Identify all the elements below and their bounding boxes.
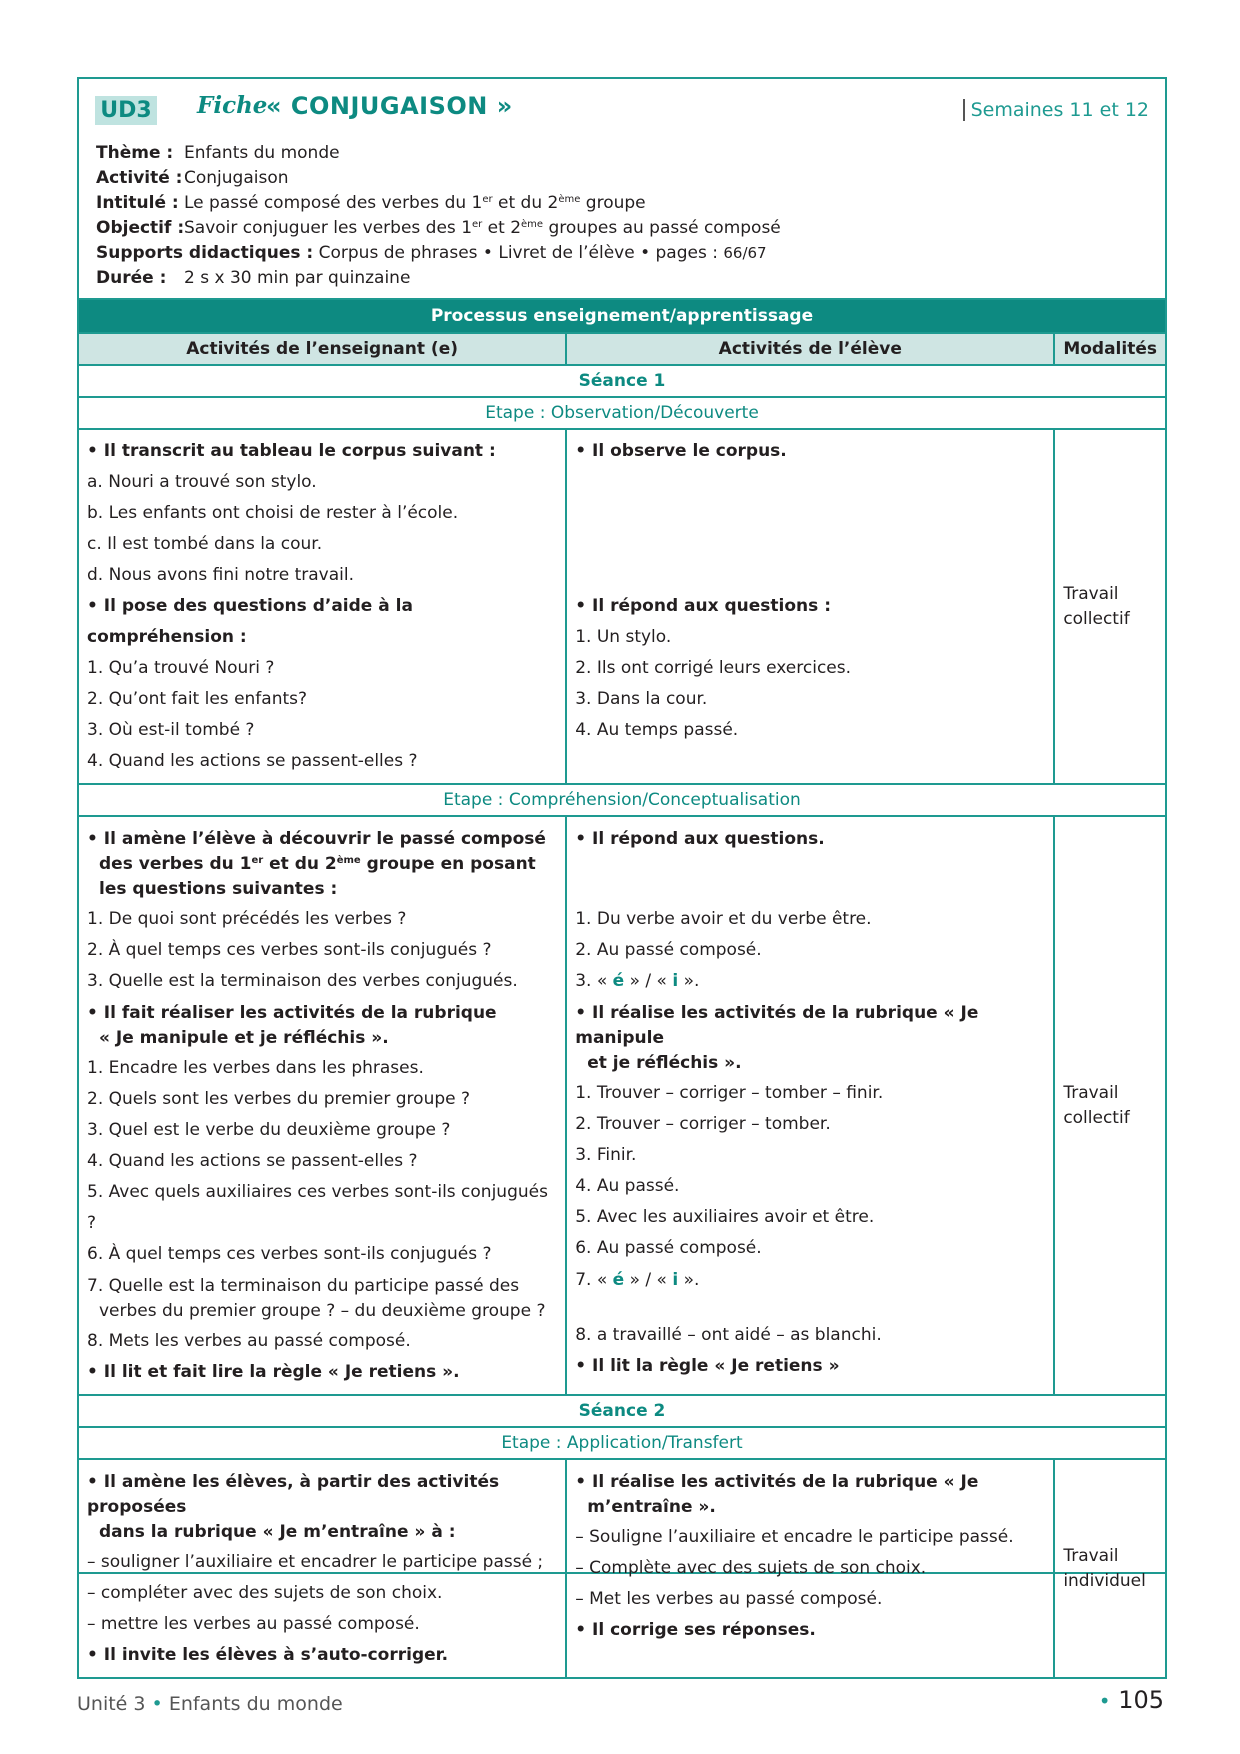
teacher-line: 8. Mets les verbes au passé composé. — [87, 1331, 411, 1351]
weeks-label: Semaines 11 et 12 — [963, 99, 1149, 121]
student-line: • Il corrige ses réponses. — [575, 1620, 816, 1640]
seance-1: Séance 1 — [78, 365, 1166, 397]
theme-value: Enfants du monde — [184, 143, 340, 163]
lesson-sheet — [77, 77, 1167, 1665]
teacher-line: 2. À quel temps ces verbes sont-ils conjugués ? — [87, 940, 492, 960]
sheet-title: « CONJUGAISON » — [266, 92, 513, 120]
teacher-line: • Il pose des questions d’aide à la compréhension : — [87, 596, 413, 647]
teacher-line: • Il amène les élèves, à partir des activités proposées dans la rubrique « Je m’entraîne » à : — [87, 1472, 500, 1542]
teacher-line: – souligner l’auxiliaire et encadrer le participe passé ; — [87, 1552, 544, 1572]
supports-label: Supports didactiques : — [96, 243, 314, 263]
teacher-line: a. Nouri a trouvé son stylo. — [87, 472, 317, 492]
supports-value: Corpus de phrases • Livret de l’élève • pages : — [318, 243, 718, 263]
teacher-line: – mettre les verbes au passé composé. — [87, 1614, 420, 1634]
etape-observation: Etape : Observation/Découverte — [78, 397, 1166, 429]
pages-value: 66/67 — [723, 244, 767, 262]
teacher-line: c. Il est tombé dans la cour. — [87, 534, 323, 554]
objectif-value: Savoir conjuguer les verbes des 1er et 2ème groupes au passé composé — [184, 218, 781, 238]
modalite-3 — [1054, 1459, 1166, 1678]
teacher-line: 6. À quel temps ces verbes sont-ils conjugués ? — [87, 1244, 492, 1264]
modalite-2 — [1054, 816, 1166, 1395]
student-line: • Il lit la règle « Je retiens » — [575, 1356, 840, 1376]
teacher-line: 5. Avec quels auxiliaires ces verbes sont-ils conjugués ? — [87, 1182, 548, 1233]
student-line: 3. Dans la cour. — [575, 689, 708, 709]
student-line: 3. « é » / « i ». — [575, 971, 700, 991]
modalite-line: Travail — [1063, 1082, 1119, 1103]
student-line: 8. a travaillé – ont aidé – as blanchi. — [575, 1325, 882, 1345]
teacher-line: 1. Qu’a trouvé Nouri ? — [87, 658, 275, 678]
teacher-line: • Il lit et fait lire la règle « Je retiens ». — [87, 1362, 460, 1382]
activite-label: Activité : — [96, 168, 183, 188]
teacher-cell-2 — [78, 816, 566, 1395]
student-line: • Il réalise les activités de la rubrique « Je manipule et je réfléchis ». — [575, 1003, 979, 1073]
student-line: • Il répond aux questions. — [575, 829, 825, 849]
modalite-1 — [1054, 429, 1166, 784]
page-number-value: 105 — [1118, 1686, 1164, 1714]
activite-value: Conjugaison — [184, 168, 289, 188]
teacher-line: d. Nous avons fini notre travail. — [87, 565, 354, 585]
teacher-line: 4. Quand les actions se passent-elles ? — [87, 751, 418, 771]
student-line: 1. Un stylo. — [575, 627, 672, 647]
teacher-line: – compléter avec des sujets de son choix. — [87, 1583, 443, 1603]
modalite-line: individuel — [1063, 1570, 1146, 1591]
teacher-line: 4. Quand les actions se passent-elles ? — [87, 1151, 418, 1171]
student-line: 2. Au passé composé. — [575, 940, 762, 960]
etape-application: Etape : Application/Transfert — [78, 1427, 1166, 1459]
student-line: 5. Avec les auxiliaires avoir et être. — [575, 1207, 875, 1227]
student-line: 4. Au temps passé. — [575, 720, 739, 740]
teacher-line: 2. Quels sont les verbes du premier groupe ? — [87, 1089, 471, 1109]
teacher-cell-3 — [78, 1459, 566, 1678]
student-line: • Il répond aux questions : — [575, 596, 831, 616]
student-line: • Il observe le corpus. — [575, 441, 787, 461]
teacher-cell-1 — [78, 429, 566, 784]
student-cell-3 — [566, 1459, 1054, 1678]
student-line: – Complète avec des sujets de son choix. — [575, 1558, 927, 1578]
modalite-line: collectif — [1063, 608, 1130, 629]
lesson-meta — [96, 141, 781, 291]
page-number — [1099, 1686, 1164, 1714]
modalite-line: Travail — [1063, 583, 1119, 604]
student-cell-2 — [566, 816, 1054, 1395]
teacher-line: b. Les enfants ont choisi de rester à l’école. — [87, 503, 459, 523]
footer-unit-label: Unité 3 — [77, 1693, 146, 1715]
teacher-line: • Il transcrit au tableau le corpus suivant : — [87, 441, 496, 461]
student-line: – Souligne l’auxiliaire et encadre le participe passé. — [575, 1527, 1014, 1547]
student-line: – Met les verbes au passé composé. — [575, 1589, 883, 1609]
modalite-line: collectif — [1063, 1107, 1130, 1128]
teacher-line: 1. Encadre les verbes dans les phrases. — [87, 1058, 424, 1078]
teacher-line: • Il fait réaliser les activités de la rubrique « Je manipule et je réfléchis ». — [87, 1003, 497, 1048]
student-line: 1. Trouver – corriger – tomber – finir. — [575, 1083, 884, 1103]
col-modalites: Modalités — [1054, 333, 1166, 365]
seance-2: Séance 2 — [78, 1395, 1166, 1427]
theme-label: Thème : — [96, 143, 174, 163]
objectif-label: Objectif : — [96, 218, 185, 238]
teacher-line: 3. Quelle est la terminaison des verbes conjugués. — [87, 971, 518, 991]
student-line: 6. Au passé composé. — [575, 1238, 762, 1258]
process-header: Processus enseignement/apprentissage — [78, 299, 1166, 333]
etape-comprehension: Etape : Compréhension/Conceptualisation — [78, 784, 1166, 816]
teacher-line: • Il invite les élèves à s’auto-corriger. — [87, 1645, 449, 1665]
duree-label: Durée : — [96, 268, 167, 288]
student-line: 3. Finir. — [575, 1145, 637, 1165]
teacher-line: • Il amène l’élève à découvrir le passé composé des verbes du 1er et du 2ème groupe en posant les questions suivantes : — [87, 829, 546, 899]
fiche-label: Fiche — [197, 92, 268, 119]
intitule-value: Le passé composé des verbes du 1er et du 2ème groupe — [184, 193, 646, 213]
modalite-line: Travail — [1063, 1545, 1119, 1566]
student-cell-1 — [566, 429, 1054, 784]
footer-bullet: • — [151, 1693, 163, 1715]
intitule-label: Intitulé : — [96, 193, 179, 213]
footer-unit — [77, 1693, 343, 1715]
teacher-line: 1. De quoi sont précédés les verbes ? — [87, 909, 407, 929]
teacher-line: 3. Où est-il tombé ? — [87, 720, 255, 740]
col-teacher: Activités de l’enseignant (e) — [78, 333, 566, 365]
student-line: 7. « é » / « i ». — [575, 1270, 700, 1290]
student-line: 4. Au passé. — [575, 1176, 680, 1196]
process-table — [77, 298, 1167, 1679]
teacher-line: 2. Qu’ont fait les enfants? — [87, 689, 308, 709]
page-bullet: • — [1098, 1689, 1111, 1713]
duree-value: 2 s x 30 min par quinzaine — [184, 268, 411, 288]
col-student: Activités de l’élève — [566, 333, 1054, 365]
unit-badge: UD3 — [95, 96, 157, 125]
teacher-line: 3. Quel est le verbe du deuxième groupe ? — [87, 1120, 451, 1140]
student-line: 2. Ils ont corrigé leurs exercices. — [575, 658, 852, 678]
teacher-line: 7. Quelle est la terminaison du participe passé des verbes du premier groupe ? – du deuxième groupe ? — [87, 1276, 546, 1321]
student-line: 2. Trouver – corriger – tomber. — [575, 1114, 831, 1134]
student-line: • Il réalise les activités de la rubrique « Je m’entraîne ». — [575, 1472, 979, 1517]
footer-theme: Enfants du monde — [168, 1693, 343, 1715]
student-line: 1. Du verbe avoir et du verbe être. — [575, 909, 872, 929]
